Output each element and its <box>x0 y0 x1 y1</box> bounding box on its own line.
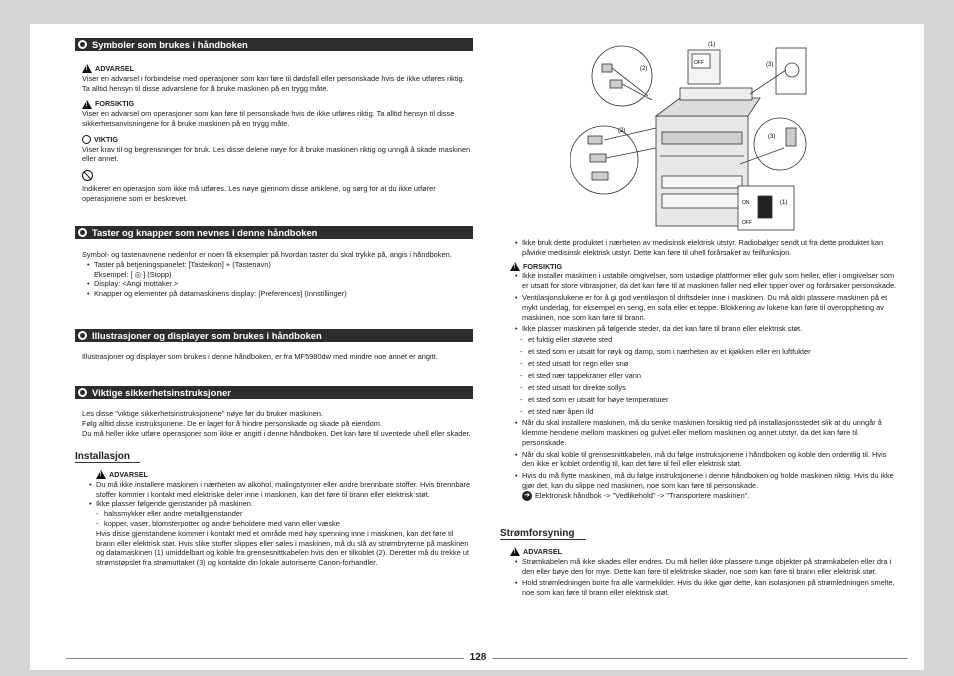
section-title: Viktige sikkerhetsinstruksjoner <box>92 387 231 398</box>
list-item: - et sted som er utsatt for røyk og damp, som i nærheten av et kjøkken eller en luftfukter <box>518 346 900 358</box>
section-title: Illustrasjoner og displayer som brukes i håndboken <box>92 330 322 341</box>
list-item: - halssmykker eller andre metallgjenstander <box>94 509 474 519</box>
stromforsyning-heading: Strømforsyning <box>500 528 586 540</box>
warning-triangle-icon <box>96 470 106 479</box>
noentry-row <box>82 170 474 184</box>
section-header-keys <box>75 226 473 239</box>
prohibited-icon <box>82 170 93 181</box>
safety-line: Du må heller ikke utføre operasjoner som ikke er angitt i denne håndboken. Det kan føre til uventede uhell eller skader. <box>82 428 471 438</box>
warning-triangle-icon <box>82 64 92 73</box>
viktig-text: Viser krav til og begrensninger for bruk. Les disse delene nøye for å bruke maskinen riktig og unngå å skade maskinen eller annet. <box>82 144 471 164</box>
caution-triangle-icon <box>82 100 92 109</box>
list-item: - et sted nær åpen ild <box>518 406 900 418</box>
inst-advarsel-heading: ! ADVARSEL <box>96 470 474 480</box>
safety-line: Følg alltid disse instruksjonene. De er laget for å hindre personskade og skade på eiendom. <box>82 418 382 428</box>
forsiktig-text: Viser en advarsel om operasjoner som kan føre til personskade hvis de ikke utføres riktig. Ta alltid hensyn til disse sikkerhetsanvisningene for å bruke maskinen på en trygg måte. <box>82 109 455 128</box>
off-label-2: OFF <box>742 220 752 226</box>
list-item: • Ikke plasser følgende gjenstander på maskinen. <box>88 499 474 509</box>
list-item: • Taster på betjeningspanelet: [Tasteikon] + (Tastenavn) <box>86 260 474 270</box>
label-1b: (1) <box>780 200 788 206</box>
off-label: OFF <box>694 60 704 66</box>
reference-link[interactable] <box>522 491 900 501</box>
list-item: - et sted nær tappekraner eller vann <box>518 370 900 382</box>
list-item: - et sted utsatt for direkte sollys <box>518 382 900 394</box>
list-item: - et sted som er utsatt for høye temperaturer <box>518 394 900 406</box>
list-item: - et fuktig eller støvete sted <box>518 334 900 346</box>
list-item: • Strømkabelen må ikke skades eller endres. Du må heller ikke plassere tunge objekter på strømkabelen eller dra i den eller bøye den for mye. Dette kan føre til elektriske skader, noe som kan føre til brann eller elektrisk støt. <box>514 557 900 577</box>
reference-text: Elektronisk håndbok -> "Vedlikehold" -> "Transportere maskinen". <box>535 490 750 500</box>
list-item: • Når du skal installere maskinen, må du senke maskinen forsiktig ned på installasjonsstedet slik at du unngår å klemme hendene mellom maskinen og gulvet eller mellom maskinen og annet utstyr, da det kan føre til personskade. <box>514 418 900 447</box>
label-3: (3) <box>766 62 774 68</box>
label-3b: (3) <box>768 134 776 140</box>
section-header-symbols <box>75 38 473 51</box>
label-1: (1) <box>708 42 716 48</box>
machine-illustration <box>570 36 810 232</box>
inst-paragraph: Hvis disse gjenstandene kommer i kontakt med et område med høy spenning inne i maskinen, kan det føre til brann eller elektrisk støt. Hvis slike stoffer slippes eller søles i maskinen, må du slå av strømbryterne på maskinen og datamaskinen (1) umiddelbart og koble fra grensesnittkabelen hvis den er tilkoblet (2). Deretter må du trekke ut strømstøpslet fra strømuttaket (3) og kontakte din lokale autoriserte Canon-forhandler. <box>96 528 470 568</box>
outlet-inset-icon <box>750 48 806 94</box>
strom-block <box>510 547 900 598</box>
caution-triangle-icon <box>510 262 520 271</box>
installasjon-heading: Installasjon <box>75 451 140 463</box>
right-block <box>510 238 900 501</box>
safety-line: Les disse "viktige sikkerhetsinstruksjonene" nøye før du bruker maskinen. <box>82 409 324 418</box>
list-item: • Når du skal koble til grensesnittkabelen, må du følge instruksjonene i håndboken og koble den ordentlig til. Hvis den ikke er koblet ordentlig til, kan det føre til feil eller elektrisk støt. <box>514 450 900 470</box>
list-item: - et sted utsatt for regn eller snø <box>518 358 900 370</box>
important-circle-icon <box>82 135 91 144</box>
advarsel-text: Viser en advarsel i forbindelse med operasjoner som kan føre til dødsfall eller personskade hvis de ikke utføres riktig. Ta alltid hensyn til disse advarslene for å bruke maskinen på en trygg måte. <box>82 73 465 93</box>
arrow-circle-icon: ➜ <box>522 491 532 501</box>
power-inset-icon <box>740 118 806 170</box>
advarsel-heading: ! ADVARSEL <box>82 64 474 74</box>
page-number: 128 <box>464 651 492 665</box>
section-title: Taster og knapper som nevnes i denne håndboken <box>92 227 318 238</box>
list-item: • Ikke installer maskinen i ustabile omgivelser, som ustødige plattformer eller gulv som heller, eller i omgivelser som er utsatt for store vibrasjoner, da det kan føre til at maskinen faller ned eller tipper over og forårsaker personskade. <box>514 271 900 291</box>
symbols-block <box>82 64 474 204</box>
forsiktig-heading: ! FORSIKTIG <box>82 99 474 109</box>
illustrations-text: Illustrasjoner og displayer som brukes i denne håndboken, er fra MF5980dw med mindre noe annet er angitt. <box>82 352 438 361</box>
label-2b: (2) <box>618 128 626 134</box>
viktig-heading: VIKTIG <box>82 135 474 145</box>
section-title: Symboler som brukes i håndboken <box>92 39 248 50</box>
label-2: (2) <box>640 66 648 72</box>
noentry-text: Indikerer en operasjon som ikke må utføres. Les nøye gjennom disse artiklene, og sørg for at du ikke utfører operasjonene som er beskrevet. <box>82 183 436 203</box>
safety-intro <box>82 409 474 438</box>
list-item: • Display: <Angi mottaker.> <box>86 279 474 289</box>
ports-inset-icon <box>570 126 656 194</box>
forsiktig-heading: ! FORSIKTIG <box>510 262 900 272</box>
keys-block <box>82 250 474 299</box>
section-header-safety <box>75 386 473 399</box>
section-header-illustrations <box>75 329 473 342</box>
section-bullet-icon <box>78 228 87 237</box>
section-bullet-icon <box>78 331 87 340</box>
list-item: • Du må ikke installere maskinen i nærheten av alkohol, malingstynner eller andre brennbare stoffer. Hvis brennbare stoffer kommer i kontakt med elektriske deler inne i maskinen, kan det føre til brann eller elektrisk støt. <box>88 480 474 500</box>
list-item: • Ikke plasser maskinen på følgende steder, da det kan føre til brann eller elektrisk støt. <box>514 324 900 334</box>
section-bullet-icon <box>78 40 87 49</box>
installasjon-block <box>82 470 474 568</box>
list-item: • Ikke bruk dette produktet i nærheten av medisinsk elektrisk utstyr. Radiobølger sendt ut fra dette produktet kan påvirke medisinsk elektrisk utstyr. Dette kan føre til uhell forårsaket av feilfunksjon. <box>514 238 900 258</box>
interface-inset-icon <box>592 46 652 106</box>
warning-triangle-icon <box>510 547 520 556</box>
on-label: ON <box>742 200 750 206</box>
list-item: • Knapper og elementer på datamaskinens display: [Preferences] (Innstillinger) <box>86 289 474 299</box>
keys-intro: Symbol- og tastenavnene nedenfor er noen få eksempler på hvordan taster du skal trykke på, angis i håndboken. <box>82 250 452 259</box>
list-item: • Ventilasjonslukene er for å gi god ventilasjon til driftsdeler inne i maskinen. Du må aldri plassere maskinen på et mykt underlag, for eksempel en seng, en sofa eller et teppe. Blokkering av lukene kan føre til overoppheting av maskinen, noe som kan føre til brann. <box>514 293 900 322</box>
list-item: • Hvis du må flytte maskinen, må du følge instruksjonene i denne håndboken og holde maskinen riktig. Hvis du ikke gjør det, kan du slippe ned maskinen, noe som kan føre til personskade. <box>514 471 900 491</box>
list-item: Eksempel: [ ◎ ] (Stopp) <box>94 269 172 279</box>
pc-off-icon <box>688 50 720 84</box>
section-bullet-icon <box>78 388 87 397</box>
list-item: - kopper, vaser, blomsterpotter og andre beholdere med vann eller væske <box>94 519 474 529</box>
list-item: • Hold strømledningen borte fra alle varmekilder. Hvis du ikke gjør dette, kan isolasjonen på strømledningen smelte, noe som kan føre til brann eller elektrisk støt. <box>514 578 900 598</box>
strom-advarsel-heading: ! ADVARSEL <box>510 547 900 557</box>
